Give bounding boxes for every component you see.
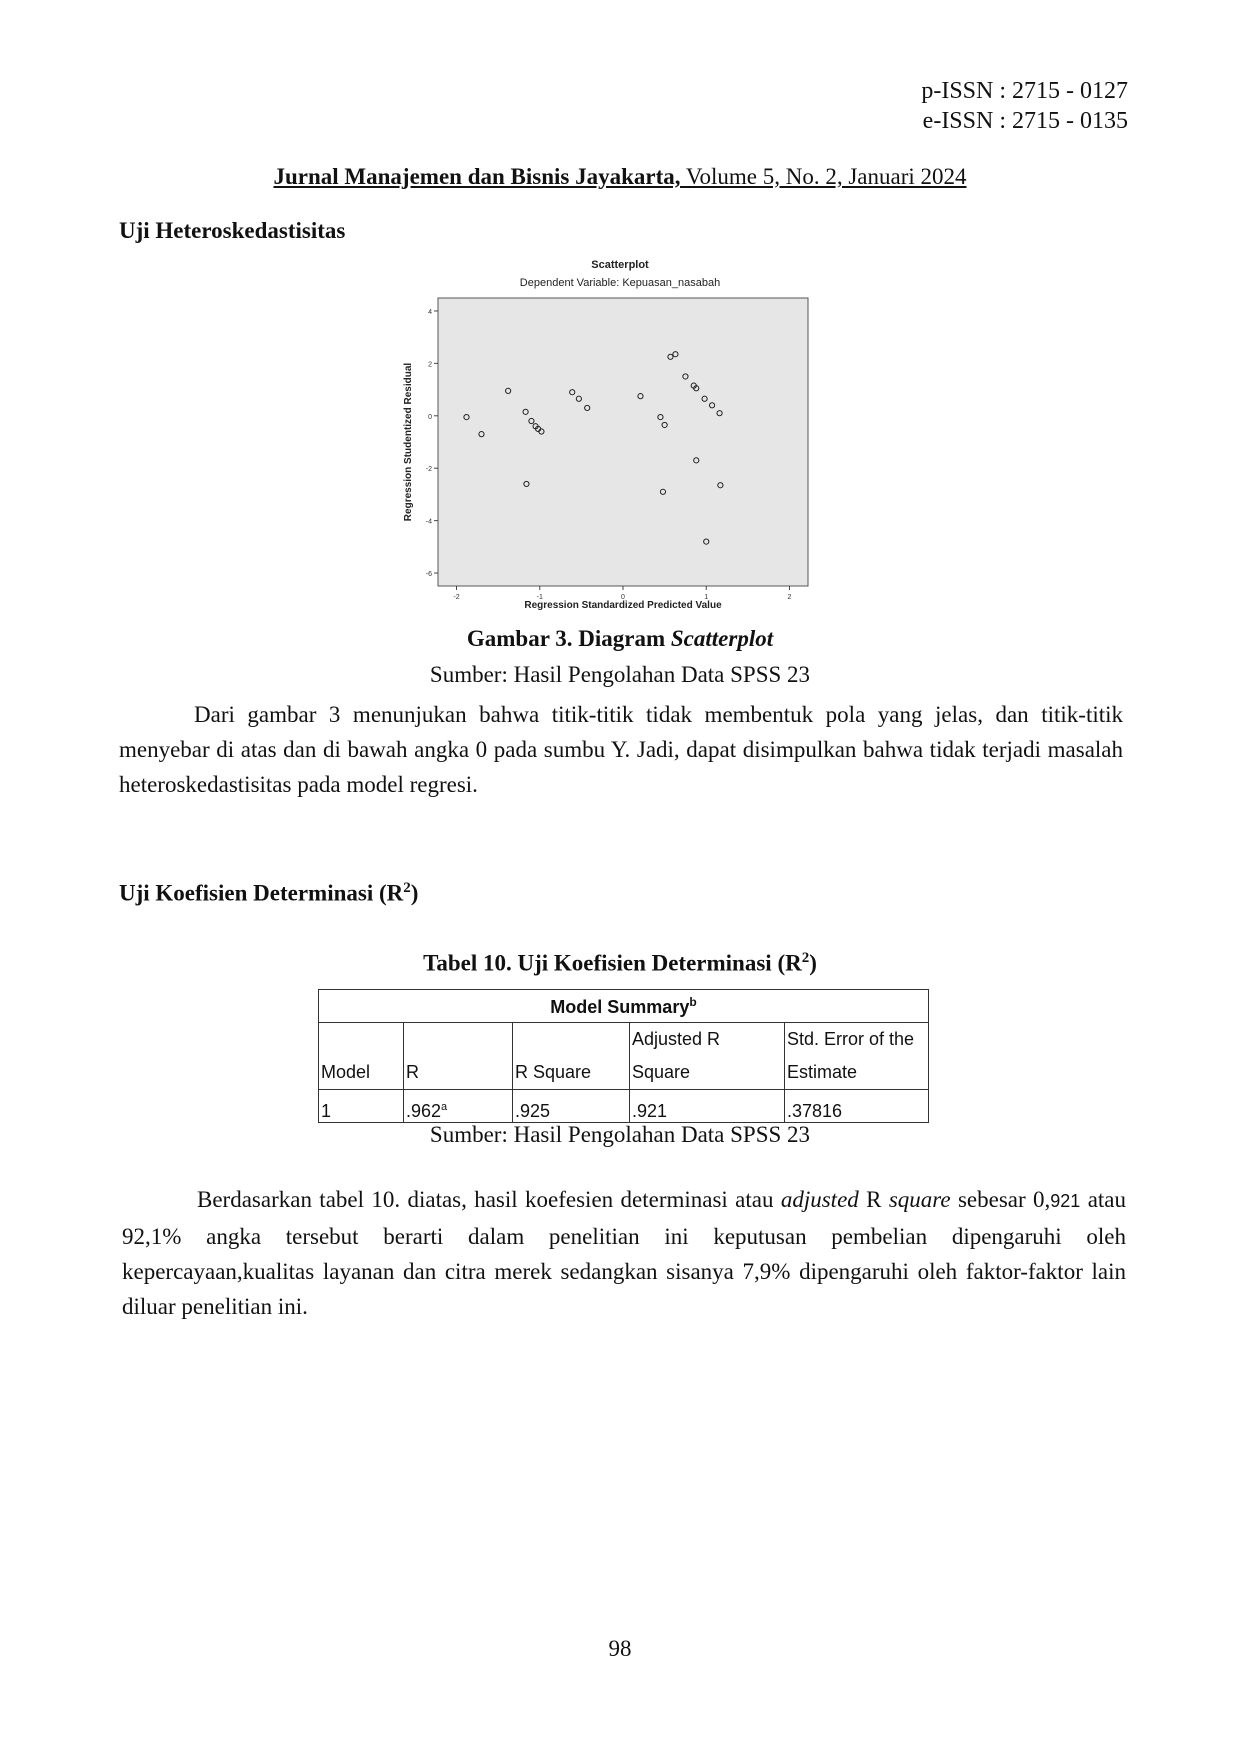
table-title-row <box>319 990 929 1023</box>
cell-adjusted-r-square: .921 <box>630 1090 785 1123</box>
header-std-error <box>785 1023 929 1090</box>
para-italic-square: square <box>888 1187 951 1212</box>
x-tick-label: 0 <box>621 594 625 601</box>
table-title-sup: b <box>689 994 697 1009</box>
x-tick-label: -1 <box>536 594 543 601</box>
figure-caption <box>0 626 1240 652</box>
paragraph-determinasi-text <box>122 1182 1126 1324</box>
header-model-line2: Model <box>321 1062 371 1082</box>
header-r-square-line2: R Square <box>515 1062 592 1082</box>
para-italic-adjusted: adjusted <box>780 1187 859 1212</box>
header-adjusted-line2: Square <box>632 1062 691 1082</box>
table-header-row <box>319 1023 929 1090</box>
header-adjusted-r-square <box>630 1023 785 1090</box>
para-number: 921 <box>1050 1191 1081 1211</box>
table-row <box>319 1090 929 1123</box>
e-issn: e-ISSN : 2715 - 0135 <box>922 108 1128 134</box>
figure-caption-italic: Scatterplot <box>670 626 774 651</box>
cell-std-error: .37816 <box>785 1090 929 1123</box>
y-tick-label: 2 <box>428 361 432 369</box>
y-tick-label: 0 <box>428 413 432 421</box>
header-r-line2: R <box>406 1062 419 1082</box>
figure-source: Sumber: Hasil Pengolahan Data SPSS 23 <box>429 662 811 687</box>
table-caption-sup: 2 <box>801 950 810 966</box>
y-axis-label: Regression Studentized Residual <box>403 362 414 522</box>
y-tick-label: -2 <box>425 466 432 474</box>
x-tick-label: 2 <box>787 594 792 601</box>
paragraph-text: Dari gambar 3 menunjukan bahwa titik-titik tidak membentuk pola yang jelas, dan titik-titik menyebar di atas dan di bawah angka 0 pada sumbu Y. Jadi, dapat disimpulkan bahwa tidak terjadi masalah heteroskedastisitas pada model regresi. <box>119 702 1123 797</box>
table-caption-close: ) <box>809 950 817 976</box>
cell-r-value: .962 <box>406 1101 442 1121</box>
table-caption <box>0 950 1240 977</box>
scatterplot-svg <box>398 256 850 612</box>
page-number: 98 <box>608 1636 632 1661</box>
cell-r-sup: a <box>441 1101 448 1113</box>
table-source: Sumber: Hasil Pengolahan Data SPSS 23 <box>429 1122 811 1147</box>
x-tick-label: -2 <box>453 594 460 601</box>
header-adjusted-line1: Adjusted R <box>632 1029 721 1049</box>
y-tick-label: -6 <box>425 571 432 579</box>
header-std-error-line1: Std. Error of the <box>787 1029 915 1049</box>
paragraph-determinasi <box>122 1182 1126 1324</box>
heading-close: ) <box>410 880 419 906</box>
cell-r <box>404 1090 513 1123</box>
y-tick-label: 4 <box>428 308 432 316</box>
x-axis-label: Regression Standardized Predicted Value <box>524 600 722 611</box>
p-issn: p-ISSN : 2715 - 0127 <box>921 78 1128 104</box>
journal-name: Jurnal Manajemen dan Bisnis Jayakarta, <box>273 164 681 189</box>
journal-issue: Volume 5, No. 2, Januari 2024 <box>680 164 967 189</box>
para-part-a: Berdasarkan tabel 10. diatas, hasil koefesien determinasi atau <box>197 1187 781 1212</box>
header-r-square <box>513 1023 630 1090</box>
table-caption-text: Tabel 10. Uji Koefisien Determinasi (R <box>423 950 802 976</box>
plot-area <box>438 298 808 586</box>
section-heading-determinasi <box>119 880 418 907</box>
cell-model: 1 <box>319 1090 404 1123</box>
figure-caption-text: Gambar 3. Diagram <box>466 626 671 651</box>
header-model <box>319 1023 404 1090</box>
heading-sup: 2 <box>403 880 411 896</box>
x-tick-label: 1 <box>704 594 709 601</box>
y-tick-label: -4 <box>425 518 432 526</box>
table-title-text: Model Summary <box>550 996 690 1017</box>
header-std-error-line2: Estimate <box>787 1062 858 1082</box>
model-summary-table <box>318 989 929 1123</box>
heading-text: Uji Koefisien Determinasi (R <box>119 880 404 906</box>
para-part-g: atau 92,1% angka tersebut berarti dalam penelitian ini keputusan pembelian dipengaruhi oleh kepercayaan,kualitas layanan dan citra merek sedangkan sisanya 7,9% dipengaruhi oleh faktor-faktor lain diluar penelitian ini. <box>122 1187 1126 1319</box>
scatterplot-figure <box>398 256 850 612</box>
cell-r-square: .925 <box>513 1090 630 1123</box>
table-title <box>319 990 929 1023</box>
section-heading-heteroskedastisitas: Uji Heteroskedastisitas <box>119 218 346 243</box>
chart-title: Scatterplot <box>591 259 649 271</box>
paragraph-heteroskedastisitas <box>119 697 1123 802</box>
para-part-c: R <box>858 1187 889 1212</box>
header-r <box>404 1023 513 1090</box>
journal-header <box>0 164 1240 190</box>
chart-subtitle: Dependent Variable: Kepuasan_nasabah <box>519 277 721 289</box>
para-part-e: sebesar 0, <box>950 1187 1051 1212</box>
